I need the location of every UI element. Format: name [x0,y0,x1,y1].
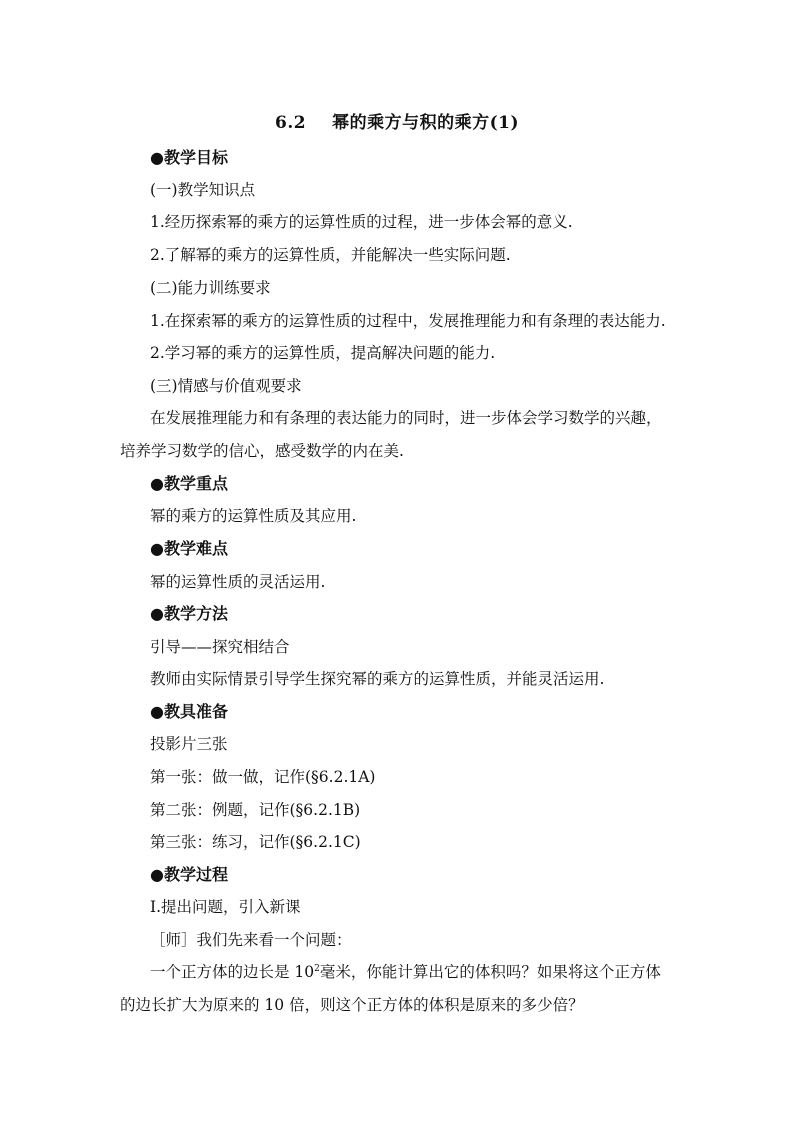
difficulty-text: 幂的运算性质的灵活运用. [150,573,326,591]
exponent: 2 [314,963,320,974]
ability-item-1: 1.在探索幂的乘方的运算性质的过程中，发展推理能力和有条理的表达能力. [150,312,666,330]
question-line-2: 的边长扩大为原来的 10 倍，则这个正方体的体积是原来的多少倍？ [120,996,584,1014]
teacher-line: ［师］我们先来看一个问题： [150,931,352,949]
section-title: 幂的乘方与积的乘方(1) [332,113,519,133]
process-heading: ●教学过程 [150,865,228,884]
section-number: 6.2 [275,113,307,133]
key-point-text: 幂的乘方的运算性质及其应用. [150,507,357,525]
question-line-1 [150,962,661,982]
tools-line-1: 投影片三张 [150,735,228,753]
subheading-knowledge: (一)教学知识点 [150,181,256,199]
tools-line-4: 第三张：练习，记作(§6.2.1C) [150,833,361,851]
subheading-emotion: (三)情感与价值观要求 [150,377,302,395]
goal-heading: ●教学目标 [150,148,228,167]
knowledge-item-2: 2.了解幂的乘方的运算性质，并能解决一些实际问题. [150,246,511,264]
knowledge-item-1: 1.经历探索幂的乘方的运算性质的过程，进一步体会幂的意义. [150,213,573,231]
subheading-ability: (二)能力训练要求 [150,279,271,297]
page-title [0,108,794,133]
method-line-1: 引导——探究相结合 [150,638,290,656]
method-heading: ●教学方法 [150,604,228,623]
ability-item-2: 2.学习幂的乘方的运算性质，提高解决问题的能力. [150,344,496,362]
process-step-1: Ⅰ.提出问题，引入新课 [150,898,301,916]
tools-line-3: 第二张：例题，记作(§6.2.1B) [150,801,361,819]
tools-heading: ●教具准备 [150,702,228,721]
tools-line-2: 第一张：做一做，记作(§6.2.1A) [150,768,376,786]
emotion-paragraph-line-2: 培养学习数学的信心，感受数学的内在美. [120,442,404,460]
difficulty-heading: ●教学难点 [150,539,228,558]
question-text-b: 毫米，你能计算出它的体积吗？如果将这个正方体 [319,963,661,981]
question-text-a: 一个正方体的边长是 10 [150,963,315,981]
key-point-heading: ●教学重点 [150,474,228,493]
emotion-paragraph-line-1: 在发展推理能力和有条理的表达能力的同时，进一步体会学习数学的兴趣， [150,409,662,427]
method-line-2: 教师由实际情景引导学生探究幂的乘方的运算性质，并能灵活运用. [150,670,605,688]
